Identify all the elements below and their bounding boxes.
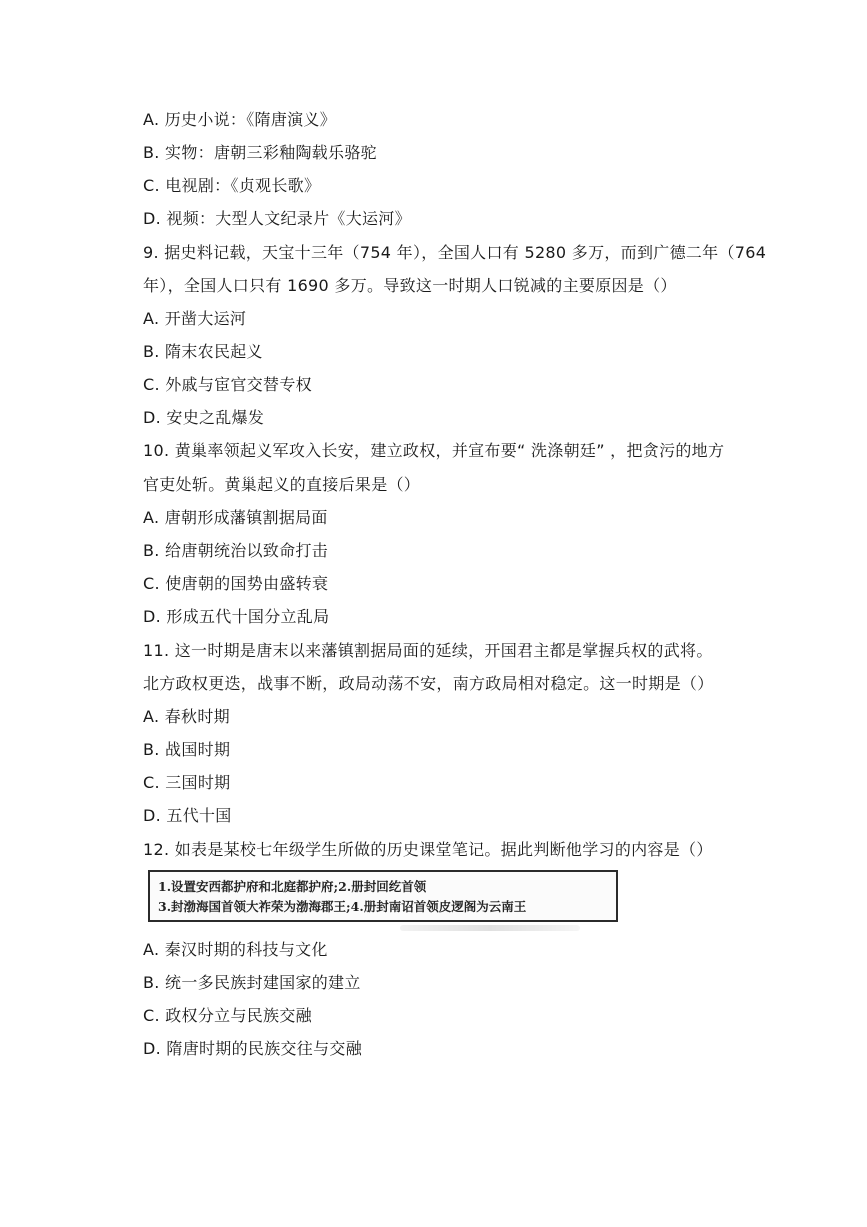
q10-stem-line-2: 官吏处斩。黄巢起义的直接后果是（） xyxy=(143,475,421,494)
q9-option-d: D. 安史之乱爆发 xyxy=(143,408,265,427)
q12-option-c: C. 政权分立与民族交融 xyxy=(143,1006,312,1025)
q9-option-a: A. 开凿大运河 xyxy=(143,309,247,328)
q9-stem-line-1: 9. 据史料记载，天宝十三年（754 年），全国人口有 5280 多万，而到广德二年（764 xyxy=(143,243,767,262)
notes-row-1: 1.设置安西都护府和北庭都护府;2.册封回纥首领 xyxy=(158,879,427,894)
q8-option-a: A. 历史小说：《隋唐演义》 xyxy=(143,110,337,129)
q10-option-b: B. 给唐朝统治以致命打击 xyxy=(143,541,329,560)
notes-row-2: 3.封渤海国首领大祚荣为渤海郡王;4.册封南诏首领皮逻阁为云南王 xyxy=(158,899,527,914)
q12-stem: 12. 如表是某校七年级学生所做的历史课堂笔记。据此判断他学习的内容是（） xyxy=(143,840,713,859)
q11-option-a: A. 春秋时期 xyxy=(143,707,230,726)
q9-stem-line-2: 年），全国人口只有 1690 多万。导致这一时期人口锐减的主要原因是（） xyxy=(143,276,677,295)
q12-option-a: A. 秦汉时期的科技与文化 xyxy=(143,940,328,959)
class-notes-table xyxy=(148,870,618,922)
q10-option-d: D. 形成五代十国分立乱局 xyxy=(143,607,330,626)
q8-option-d: D. 视频：大型人文纪录片《大运河》 xyxy=(143,209,411,228)
q12-option-b: B. 统一多民族封建国家的建立 xyxy=(143,973,361,992)
q11-option-d: D. 五代十国 xyxy=(143,806,232,825)
q9-option-c: C. 外戚与宦官交替专权 xyxy=(143,375,312,394)
q10-option-a: A. 唐朝形成藩镇割据局面 xyxy=(143,508,328,527)
q11-option-c: C. 三国时期 xyxy=(143,773,231,792)
q10-stem-line-1: 10. 黄巢率领起义军攻入长安，建立政权，并宣布要“ 洗涤朝廷” ，把贪污的地方 xyxy=(143,441,725,460)
q8-option-b: B. 实物：唐朝三彩釉陶载乐骆驼 xyxy=(143,143,377,162)
q10-option-c: C. 使唐朝的国势由盛转衰 xyxy=(143,574,329,593)
q8-option-c: C. 电视剧：《贞观长歌》 xyxy=(143,176,321,195)
q11-stem-line-2: 北方政权更迭，战事不断，政局动荡不安，南方政局相对稳定。这一时期是（） xyxy=(143,674,714,693)
scan-artifact xyxy=(400,925,580,931)
q9-option-b: B. 隋末农民起义 xyxy=(143,342,263,361)
q11-option-b: B. 战国时期 xyxy=(143,740,231,759)
q12-option-d: D. 隋唐时期的民族交往与交融 xyxy=(143,1039,362,1058)
q11-stem-line-1: 11. 这一时期是唐末以来藩镇割据局面的延续，开国君主都是掌握兵权的武将。 xyxy=(143,641,713,660)
